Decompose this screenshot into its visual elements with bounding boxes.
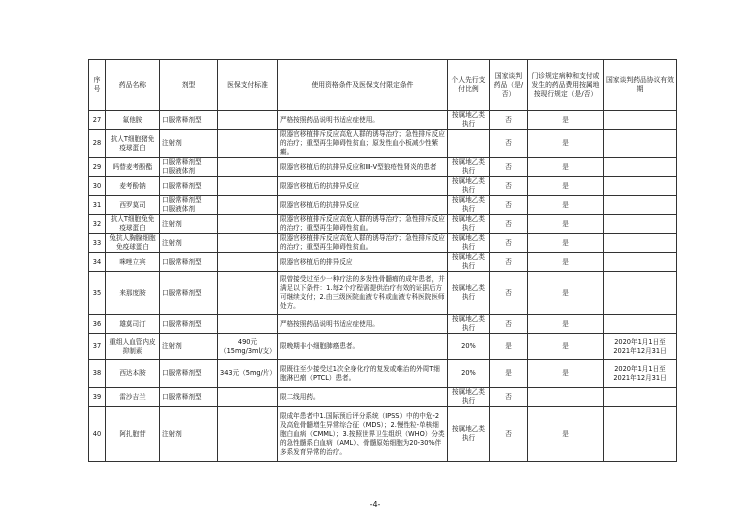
row-number-cell: 32 <box>89 215 106 234</box>
conditions-cell: 限器官移植排斥反应高危人群的诱导治疗；急性排斥反应的治疗；重型再生障碍性贫血。 <box>278 215 448 234</box>
validity-period-cell <box>604 388 677 407</box>
table-row <box>89 334 677 360</box>
payment-ratio-cell: 按属地乙类执行 <box>448 111 490 130</box>
table-row <box>89 315 677 334</box>
payment-standard-cell <box>218 272 278 315</box>
row-number-cell: 38 <box>89 360 106 388</box>
row-number-cell: 35 <box>89 272 106 315</box>
payment-ratio-cell: 按属地乙类执行 <box>448 177 490 196</box>
outpatient-rule-cell: 是 <box>528 234 604 253</box>
validity-period-cell <box>604 215 677 234</box>
table-row <box>89 111 677 130</box>
validity-period-cell <box>604 177 677 196</box>
payment-standard-cell <box>218 196 278 215</box>
row-number-cell: 31 <box>89 196 106 215</box>
national-negotiated-cell: 否 <box>490 272 528 315</box>
conditions-cell: 限器官移植排斥反应高危人群的诱导治疗；急性排斥反应的治疗；重型再生障碍性贫血；原发性血小板减少性紫癜。 <box>278 130 448 158</box>
national-negotiated-cell: 否 <box>490 315 528 334</box>
payment-ratio-cell: 按属地乙类执行 <box>448 407 490 462</box>
row-number-cell: 27 <box>89 111 106 130</box>
outpatient-rule-cell: 是 <box>528 360 604 388</box>
national-negotiated-cell: 否 <box>490 215 528 234</box>
national-negotiated-cell: 否 <box>490 234 528 253</box>
payment-ratio-cell: 按属地乙类执行 <box>448 272 490 315</box>
conditions-cell: 限器官移植后的抗排异反应和Ⅲ-Ⅴ型狼疮性肾炎的患者 <box>278 158 448 177</box>
conditions-cell: 严格按照药品说明书适应症使用。 <box>278 111 448 130</box>
header-std: 医保支付标准 <box>218 60 278 111</box>
dosage-form-cell: 口服常释剂型 <box>160 253 218 272</box>
national-negotiated-cell: 否 <box>490 196 528 215</box>
dosage-form-cell: 注射剂 <box>160 130 218 158</box>
row-number-cell: 30 <box>89 177 106 196</box>
outpatient-rule-cell: 是 <box>528 272 604 315</box>
row-number-cell: 28 <box>89 130 106 158</box>
payment-standard-cell <box>218 111 278 130</box>
page-number: -4- <box>369 500 381 509</box>
national-negotiated-cell: 否 <box>490 388 528 407</box>
header-valid: 国家谈判药品协议有效期 <box>604 60 677 111</box>
header-row <box>89 60 677 111</box>
drug-name-cell: 来那度胺 <box>106 272 160 315</box>
payment-ratio-cell <box>448 130 490 158</box>
outpatient-rule-cell: 是 <box>528 196 604 215</box>
payment-standard-cell <box>218 388 278 407</box>
conditions-cell: 限器官移植后的排异反应 <box>278 253 448 272</box>
payment-standard-cell <box>218 215 278 234</box>
dosage-form-cell: 口服常释剂型 <box>160 272 218 315</box>
header-ratio: 个人先行支付比例 <box>448 60 490 111</box>
conditions-cell: 限既往至少接受过1次全身化疗的复发或难治的外周T细胞淋巴瘤（PTCL）患者。 <box>278 360 448 388</box>
drug-name-cell: 西罗莫司 <box>106 196 160 215</box>
validity-period-cell: 2020年1月1日至2021年12月31日 <box>604 360 677 388</box>
dosage-form-cell: 注射剂 <box>160 407 218 462</box>
drug-name-cell: 咪唑立宾 <box>106 253 160 272</box>
row-number-cell: 36 <box>89 315 106 334</box>
payment-standard-cell <box>218 253 278 272</box>
dosage-form-cell: 口服常释剂型 口服液体剂 <box>160 196 218 215</box>
conditions-cell: 限晚期非小细胞肺癌患者。 <box>278 334 448 360</box>
validity-period-cell <box>604 253 677 272</box>
dosage-form-cell: 口服常释剂型 <box>160 388 218 407</box>
dosage-form-cell: 注射剂 <box>160 234 218 253</box>
payment-standard-cell <box>218 177 278 196</box>
conditions-cell: 限二线用药。 <box>278 388 448 407</box>
row-number-cell: 39 <box>89 388 106 407</box>
drug-name-cell: 雷沙吉兰 <box>106 388 160 407</box>
national-negotiated-cell: 否 <box>490 253 528 272</box>
row-number-cell: 33 <box>89 234 106 253</box>
conditions-cell: 严格按照药品说明书适应症使用。 <box>278 315 448 334</box>
outpatient-rule-cell: 是 <box>528 407 604 462</box>
header-outp: 门诊规定病种和支付或发生的药品费用按属地按现行规定（是/否） <box>528 60 604 111</box>
table-row <box>89 253 677 272</box>
table-row <box>89 177 677 196</box>
payment-standard-cell <box>218 130 278 158</box>
payment-ratio-cell: 20% <box>448 334 490 360</box>
payment-ratio-cell: 按属地乙类执行 <box>448 196 490 215</box>
validity-period-cell <box>604 315 677 334</box>
payment-ratio-cell: 按属地乙类执行 <box>448 315 490 334</box>
validity-period-cell <box>604 111 677 130</box>
validity-period-cell: 2020年1月1日至2021年12月31日 <box>604 334 677 360</box>
validity-period-cell <box>604 196 677 215</box>
conditions-cell: 限成年患者中1.国际预后评分系统（IPSS）中的中危-2及高危骨髓增生异常综合征（MDS）；2.慢性粒-单核细胞白血病（CMML）；3.按照世界卫生组织（WHO）分类的急性髓系白血病（AML）、骨髓原始细胞为20-30%伴多系发育异常的治疗。 <box>278 407 448 462</box>
table-row <box>89 196 677 215</box>
drug-table <box>88 59 677 462</box>
table-row <box>89 215 677 234</box>
outpatient-rule-cell: 是 <box>528 158 604 177</box>
dosage-form-cell: 口服常释剂型 <box>160 315 218 334</box>
row-number-cell: 40 <box>89 407 106 462</box>
drug-name-cell: 阿扎胞苷 <box>106 407 160 462</box>
payment-standard-cell <box>218 234 278 253</box>
outpatient-rule-cell: 是 <box>528 215 604 234</box>
outpatient-rule-cell: 是 <box>528 177 604 196</box>
outpatient-rule-cell: 是 <box>528 334 604 360</box>
national-negotiated-cell: 否 <box>490 177 528 196</box>
national-negotiated-cell: 是 <box>490 334 528 360</box>
payment-ratio-cell: 按属地乙类执行 <box>448 388 490 407</box>
drug-name-cell: 麦考酚钠 <box>106 177 160 196</box>
dosage-form-cell: 注射剂 <box>160 334 218 360</box>
payment-ratio-cell: 按属地乙类执行 <box>448 253 490 272</box>
header-nat: 国家谈判药品（是/否） <box>490 60 528 111</box>
national-negotiated-cell: 否 <box>490 111 528 130</box>
payment-standard-cell: 343元（5mg/片） <box>218 360 278 388</box>
header-cond: 使用资格条件及医保支付限定条件 <box>278 60 448 111</box>
validity-period-cell <box>604 234 677 253</box>
dosage-form-cell: 口服常释剂型 <box>160 111 218 130</box>
dosage-form-cell: 口服常释剂型 <box>160 177 218 196</box>
drug-name-cell: 西达本胺 <box>106 360 160 388</box>
drug-name-cell: 兔抗人胸腺细胞免疫球蛋白 <box>106 234 160 253</box>
payment-standard-cell <box>218 158 278 177</box>
outpatient-rule-cell: 是 <box>528 253 604 272</box>
drug-name-cell: 抗人T细胞兔免疫球蛋白 <box>106 215 160 234</box>
header-form: 剂型 <box>160 60 218 111</box>
payment-ratio-cell: 按属地乙类执行 <box>448 215 490 234</box>
dosage-form-cell: 口服常释剂型 <box>160 360 218 388</box>
table-row <box>89 360 677 388</box>
drug-name-cell: 吗替麦考酚酯 <box>106 158 160 177</box>
outpatient-rule-cell: 是 <box>528 315 604 334</box>
conditions-cell: 限器官移植后的抗排异反应 <box>278 177 448 196</box>
payment-ratio-cell: 按属地乙类执行 <box>448 234 490 253</box>
dosage-form-cell: 注射剂 <box>160 215 218 234</box>
conditions-cell: 限器官移植后的抗排异反应 <box>278 196 448 215</box>
table-row <box>89 388 677 407</box>
outpatient-rule-cell: 是 <box>528 111 604 130</box>
row-number-cell: 37 <box>89 334 106 360</box>
table-row <box>89 272 677 315</box>
conditions-cell: 限器官移植排斥反应高危人群的诱导治疗；急性排斥反应的治疗；重型再生障碍性贫血。 <box>278 234 448 253</box>
dosage-form-cell: 口服常释剂型 口服液体剂 <box>160 158 218 177</box>
row-number-cell: 34 <box>89 253 106 272</box>
outpatient-rule-cell: 是 <box>528 130 604 158</box>
table-row <box>89 234 677 253</box>
national-negotiated-cell: 否 <box>490 158 528 177</box>
national-negotiated-cell: 否 <box>490 407 528 462</box>
conditions-cell: 限曾接受过至少一种疗法的多发性骨髓瘤的成年患者，并满足以下条件：1.每2个疗程需提供治疗有效的证据后方可继续支付；2.由三级医院血液专科或血液专科医院医师处方。 <box>278 272 448 315</box>
header-no: 序号 <box>89 60 106 111</box>
validity-period-cell <box>604 272 677 315</box>
payment-ratio-cell: 20% <box>448 360 490 388</box>
table-row <box>89 407 677 462</box>
drug-name-cell: 雄莫司汀 <box>106 315 160 334</box>
drug-name-cell: 氟他胺 <box>106 111 160 130</box>
payment-standard-cell: 490元（15mg/3ml/支） <box>218 334 278 360</box>
validity-period-cell <box>604 130 677 158</box>
validity-period-cell <box>604 407 677 462</box>
drug-name-cell: 抗人T细胞猪免疫球蛋白 <box>106 130 160 158</box>
outpatient-rule-cell <box>528 388 604 407</box>
payment-standard-cell <box>218 407 278 462</box>
row-number-cell: 29 <box>89 158 106 177</box>
national-negotiated-cell: 是 <box>490 360 528 388</box>
header-name: 药品名称 <box>106 60 160 111</box>
payment-standard-cell <box>218 315 278 334</box>
validity-period-cell <box>604 158 677 177</box>
payment-ratio-cell: 按属地乙类执行 <box>448 158 490 177</box>
national-negotiated-cell: 否 <box>490 130 528 158</box>
table-row <box>89 130 677 158</box>
table-row <box>89 158 677 177</box>
drug-name-cell: 重组人血管内皮抑制素 <box>106 334 160 360</box>
